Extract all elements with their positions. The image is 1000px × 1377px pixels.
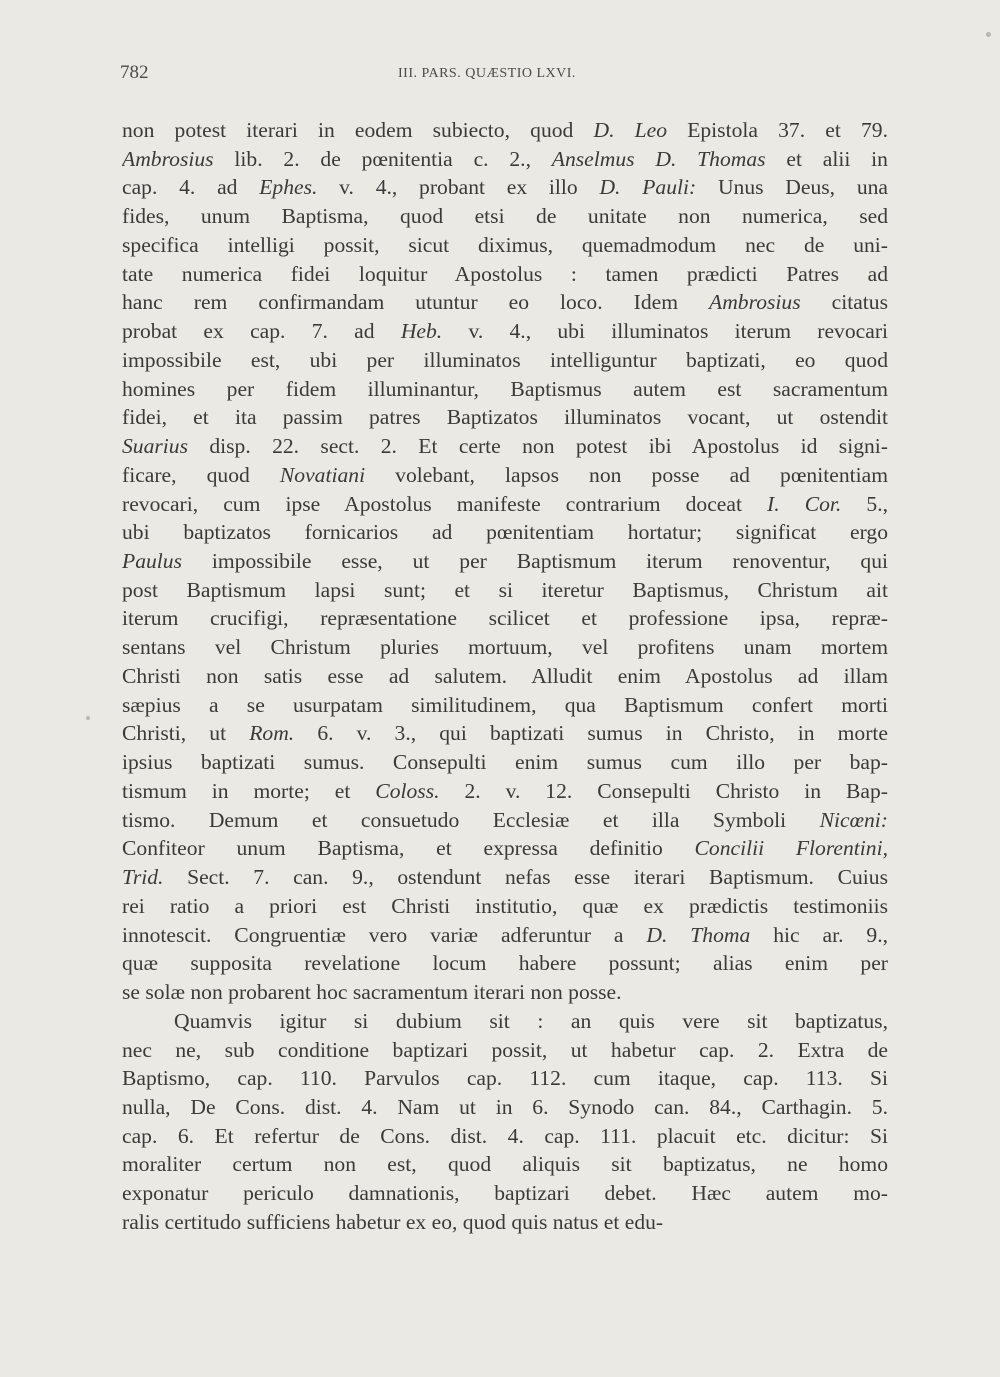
text-run: ipsius baptizati sumus. Consepulti enim sumus cum illo per bap- bbox=[122, 750, 888, 775]
text-run: hanc rem confirmandam utuntur eo loco. Idem bbox=[122, 290, 710, 315]
text-run: probat ex cap. 7. ad bbox=[122, 319, 401, 344]
text-line bbox=[122, 949, 888, 978]
text-run: Epistola 37. et 79. bbox=[667, 118, 888, 142]
text-line bbox=[122, 1208, 888, 1237]
text-run: impossibile est, ubi per illuminatos intelliguntur baptizati, eo quod bbox=[122, 347, 888, 372]
text-run: lib. 2. de pœnitentia c. 2., bbox=[213, 146, 552, 171]
text-line bbox=[122, 490, 888, 519]
italic-text-run: D. Pauli: bbox=[599, 175, 697, 200]
text-line bbox=[122, 604, 888, 633]
text-run: exponatur periculo damnationis, baptizari debet. Hæc autem mo- bbox=[122, 1181, 888, 1206]
text-line bbox=[122, 1150, 888, 1179]
text-line bbox=[122, 461, 888, 490]
text-line bbox=[122, 691, 888, 720]
text-line bbox=[122, 921, 888, 950]
text-run: ficare, quod bbox=[122, 462, 280, 487]
text-run: fidei, et ita passim patres Baptizatos illuminatos vocant, ut ostendit bbox=[122, 405, 888, 430]
text-run: volebant, lapsos non posse ad pœnitentiam bbox=[365, 462, 888, 487]
text-run: impossibile esse, ut per Baptismum iterum renoventur, qui bbox=[181, 549, 888, 574]
text-line bbox=[122, 403, 888, 432]
text-line bbox=[122, 719, 888, 748]
text-line bbox=[122, 863, 888, 892]
text-run: cap. 6. Et refertur de Cons. dist. 4. cap. 111. placuit etc. dicitur: Si bbox=[122, 1123, 888, 1148]
italic-text-run: Trid. bbox=[122, 865, 164, 890]
text-run: cap. 4. ad bbox=[122, 175, 260, 200]
body-text bbox=[122, 116, 888, 1237]
speck-mark bbox=[986, 32, 991, 37]
text-line bbox=[122, 1179, 888, 1208]
text-line bbox=[122, 1064, 888, 1093]
running-head: III. PARS. QUÆSTIO LXVI. bbox=[398, 66, 576, 81]
italic-text-run: Concilii Florentini, bbox=[694, 836, 888, 861]
italic-text-run: Heb. bbox=[400, 319, 443, 344]
text-line bbox=[122, 116, 888, 145]
text-line bbox=[122, 662, 888, 691]
text-line bbox=[122, 346, 888, 375]
text-run: quæ supposita revelatione locum habere possunt; alias enim per bbox=[122, 951, 888, 976]
text-run: ralis certitudo sufficiens habetur ex eo, quod quis natus et edu- bbox=[122, 1209, 664, 1234]
italic-text-run: Suarius bbox=[122, 434, 188, 459]
text-run: tate numerica fidei loquitur Apostolus : tamen prædicti Patres ad bbox=[122, 261, 888, 286]
italic-text-run: Ambrosius bbox=[122, 146, 214, 171]
text-line bbox=[122, 1122, 888, 1151]
text-line bbox=[122, 260, 888, 289]
text-run: specifica intelligi possit, sicut diximus, quemadmodum nec de uni- bbox=[122, 232, 888, 257]
text-line bbox=[122, 173, 888, 202]
text-run: hic ar. 9., bbox=[750, 922, 888, 947]
speck-mark bbox=[86, 716, 90, 720]
page-header bbox=[120, 62, 890, 92]
text-run: innotescit. Congruentiæ vero variæ adferuntur a bbox=[122, 922, 647, 947]
italic-text-run: Ambrosius bbox=[709, 290, 801, 315]
text-line bbox=[122, 547, 888, 576]
text-line bbox=[122, 892, 888, 921]
italic-text-run: Rom. bbox=[249, 721, 295, 746]
text-run: fides, unum Baptisma, quod etsi de unitate non numerica, sed bbox=[122, 204, 888, 229]
text-run: v. 4., ubi illuminatos iterum revocari bbox=[442, 319, 888, 344]
italic-text-run: I. Cor. bbox=[767, 491, 842, 516]
text-run: tismum in morte; et bbox=[122, 778, 376, 803]
text-line bbox=[122, 1036, 888, 1065]
text-line bbox=[122, 518, 888, 547]
italic-text-run: D. Thoma bbox=[646, 922, 751, 947]
text-run: disp. 22. sect. 2. Et certe non potest ibi Apostolus id signi- bbox=[188, 434, 888, 459]
text-line bbox=[122, 288, 888, 317]
italic-text-run: D. Leo bbox=[593, 118, 668, 142]
text-line bbox=[122, 231, 888, 260]
text-line bbox=[122, 432, 888, 461]
italic-text-run: Nicœni: bbox=[819, 807, 888, 832]
text-run: Quamvis igitur si dubium sit : an quis vere sit baptizatus, bbox=[174, 1008, 888, 1033]
text-line bbox=[122, 1007, 888, 1036]
text-run: 6. v. 3., qui baptizati sumus in Christo, in morte bbox=[294, 721, 888, 746]
text-line bbox=[122, 633, 888, 662]
text-run: Sect. 7. can. 9., ostendunt nefas esse iterari Baptismum. Cuius bbox=[163, 865, 888, 890]
text-run: se solæ non probarent hoc sacramentum iterari non posse. bbox=[122, 980, 622, 1005]
italic-text-run: Ephes. bbox=[259, 175, 318, 200]
italic-text-run: Novatiani bbox=[279, 462, 366, 487]
text-run: 2. v. 12. Consepulti Christo in Bap- bbox=[439, 778, 888, 803]
text-run: rei ratio a priori est Christi institutio, quæ ex prædictis testimoniis bbox=[122, 893, 888, 918]
text-run: homines per fidem illuminantur, Baptismus autem est sacramentum bbox=[122, 376, 888, 401]
text-line bbox=[122, 576, 888, 605]
text-run: iterum crucifigi, repræsentatione scilicet et professione ipsa, repræ- bbox=[122, 606, 888, 631]
text-run: nec ne, sub conditione baptizari possit, ut habetur cap. 2. Extra de bbox=[122, 1037, 888, 1062]
text-run: Unus Deus, una bbox=[696, 175, 888, 200]
text-run: sentans vel Christum pluries mortuum, vel profitens unam mortem bbox=[122, 635, 888, 660]
text-run: v. 4., probant ex illo bbox=[317, 175, 600, 200]
text-run: Baptismo, cap. 110. Parvulos cap. 112. cum itaque, cap. 113. Si bbox=[122, 1066, 888, 1091]
text-line bbox=[122, 978, 888, 1007]
text-line bbox=[122, 145, 888, 174]
text-run: Confiteor unum Baptisma, et expressa definitio bbox=[122, 836, 695, 861]
text-line bbox=[122, 777, 888, 806]
text-run: non potest iterari in eodem subiecto, quod bbox=[122, 118, 594, 142]
text-run: Christi non satis esse ad salutem. Alludit enim Apostolus ad illam bbox=[122, 663, 888, 688]
text-run: et alii in bbox=[765, 146, 888, 171]
text-line bbox=[122, 317, 888, 346]
text-line bbox=[122, 806, 888, 835]
text-run: sæpius a se usurpatam similitudinem, qua Baptismum confert morti bbox=[122, 692, 888, 717]
text-run: revocari, cum ipse Apostolus manifeste contrarium doceat bbox=[122, 491, 768, 516]
text-run: 5., bbox=[841, 491, 888, 516]
text-run: moraliter certum non est, quod aliquis sit baptizatus, ne homo bbox=[122, 1152, 888, 1177]
text-line bbox=[122, 375, 888, 404]
italic-text-run: Anselmus D. Thomas bbox=[551, 146, 766, 171]
text-run: Christi, ut bbox=[122, 721, 250, 746]
text-run: ubi baptizatos fornicarios ad pœnitentiam hortatur; significat ergo bbox=[122, 520, 888, 545]
italic-text-run: Coloss. bbox=[375, 778, 440, 803]
italic-text-run: Paulus bbox=[122, 549, 182, 574]
page-number: 782 bbox=[120, 62, 149, 83]
text-line bbox=[122, 834, 888, 863]
text-run: citatus bbox=[800, 290, 888, 315]
text-line bbox=[122, 202, 888, 231]
text-run: tismo. Demum et consuetudo Ecclesiæ et illa Symboli bbox=[122, 807, 820, 832]
text-line bbox=[122, 1093, 888, 1122]
text-line bbox=[122, 748, 888, 777]
text-run: post Baptismum lapsi sunt; et si iteretur Baptismus, Christum ait bbox=[122, 577, 888, 602]
text-run: nulla, De Cons. dist. 4. Nam ut in 6. Synodo can. 84., Carthagin. 5. bbox=[122, 1094, 888, 1119]
